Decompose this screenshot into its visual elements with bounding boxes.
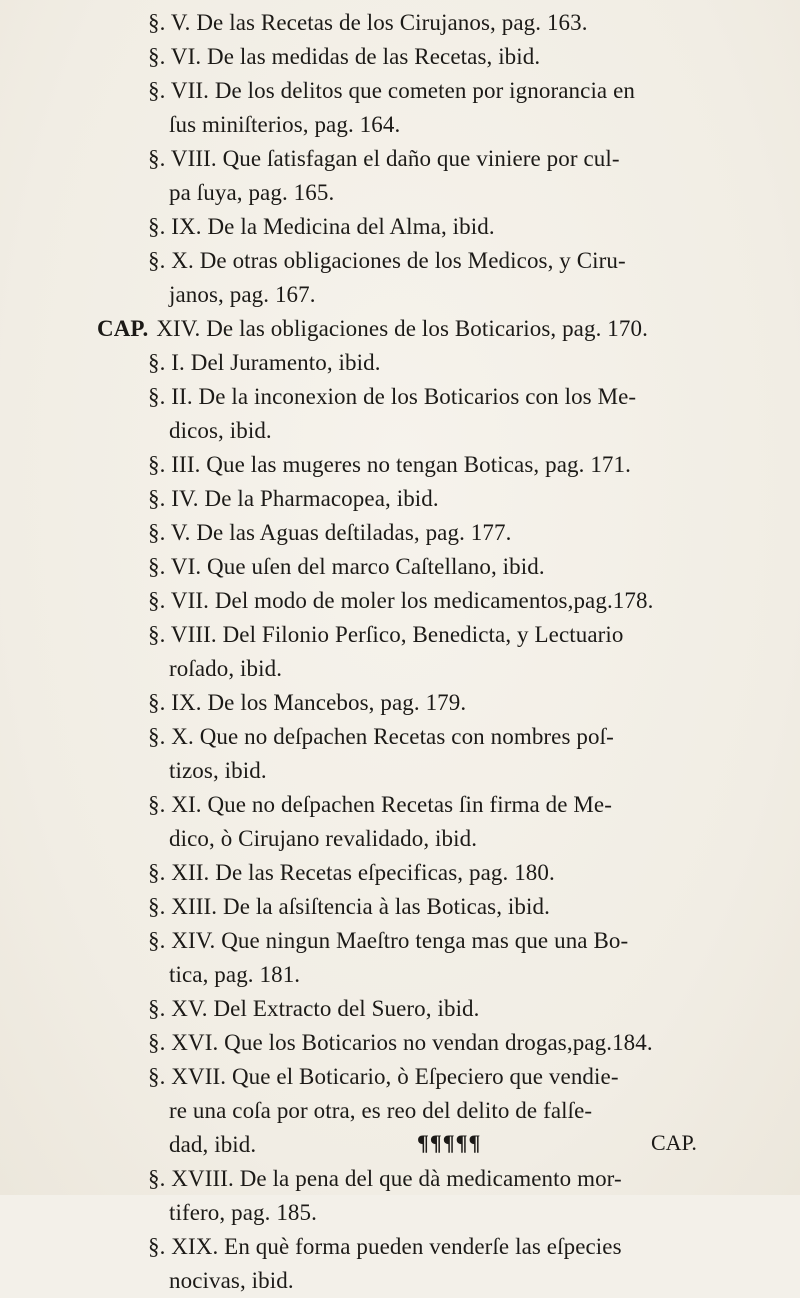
chapter-label: CAP. [97, 316, 149, 341]
section-entry: §. VII. Del modo de moler los medicamentos,pag.178. [148, 588, 654, 613]
chapter-title: XIV. De las obligaciones de los Boticarios, pag. 170. [156, 316, 648, 341]
section-entry: §. XVII. Que el Boticario, ò Eſpeciero que vendie- [148, 1064, 619, 1089]
page-footer [0, 1130, 800, 1164]
section-continuation-line: tica, pag. 181. [169, 962, 301, 987]
section-entry: §. VI. Que uſen del marco Caſtellano, ibid. [148, 554, 545, 579]
section-entry: §. IV. De la Pharmacopea, ibid. [148, 486, 439, 511]
section-continuation-line: dico, ò Cirujano revalidado, ibid. [169, 826, 478, 851]
section-entry: §. XII. De las Recetas eſpecificas, pag. 180. [148, 860, 555, 885]
section-entry: §. X. Que no deſpachen Recetas con nombres poſ- [148, 724, 614, 749]
section-entry: §. VIII. Del Filonio Perſico, Benedicta, y Lectuario [148, 622, 624, 647]
chapter-heading [0, 312, 800, 346]
section-entry: §. V. De las Recetas de los Cirujanos, pag. 163. [148, 10, 588, 35]
section-continuation-line: dicos, ibid. [169, 418, 272, 443]
section-entry: §. X. De otras obligaciones de los Medicos, y Ciru- [148, 248, 626, 273]
section-continuation-line: tifero, pag. 185. [169, 1200, 317, 1225]
section-entry: §. IX. De los Mancebos, pag. 179. [148, 690, 467, 715]
section-continuation-line: roſado, ibid. [169, 656, 283, 681]
section-entry: §. XVI. Que los Boticarios no vendan drogas,pag.184. [148, 1030, 653, 1055]
section-continuation-line: re una coſa por otra, es reo del delito de falſe- [169, 1098, 593, 1123]
section-entry: §. II. De la inconexion de los Boticarios con los Me- [148, 384, 637, 409]
catchword: CAP. [651, 1130, 697, 1155]
table-of-contents [0, 6, 800, 1298]
section-continuation-line: pa ſuya, pag. 165. [169, 180, 335, 205]
section-entry: §. XI. Que no deſpachen Recetas ſin firma de Me- [148, 792, 612, 817]
section-entry: §. IX. De la Medicina del Alma, ibid. [148, 214, 495, 239]
section-continuation-line: ſus miniſterios, pag. 164. [169, 112, 401, 137]
section-continuation-line: dad, ibid. [169, 1132, 257, 1157]
section-entry: §. VII. De los delitos que cometen por ignorancia en [148, 78, 635, 103]
section-entry: §. III. Que las mugeres no tengan Boticas, pag. 171. [148, 452, 631, 477]
section-continuation-line: nocivas, ibid. [169, 1268, 294, 1293]
section-continuation-line: janos, pag. 167. [169, 282, 316, 307]
section-entry: §. XV. Del Extracto del Suero, ibid. [148, 996, 480, 1021]
section-entry: §. I. Del Juramento, ibid. [148, 350, 381, 375]
section-continuation-line: tizos, ibid. [169, 758, 267, 783]
section-entry: §. XIV. Que ningun Maeſtro tenga mas que una Bo- [148, 928, 629, 953]
signature-mark: ¶¶¶¶¶ [417, 1130, 482, 1155]
section-entry: §. V. De las Aguas deſtiladas, pag. 177. [148, 520, 512, 545]
section-entry: §. XIX. En què forma pueden venderſe las eſpecies [148, 1234, 622, 1259]
section-entry: §. XIII. De la aſsiſtencia à las Boticas, ibid. [148, 894, 550, 919]
section-entry: §. VIII. Que ſatisfagan el daño que viniere por cul- [148, 146, 620, 171]
section-entry: §. VI. De las medidas de las Recetas, ibid. [148, 44, 541, 69]
section-entry: §. XVIII. De la pena del que dà medicamento mor- [148, 1166, 622, 1191]
